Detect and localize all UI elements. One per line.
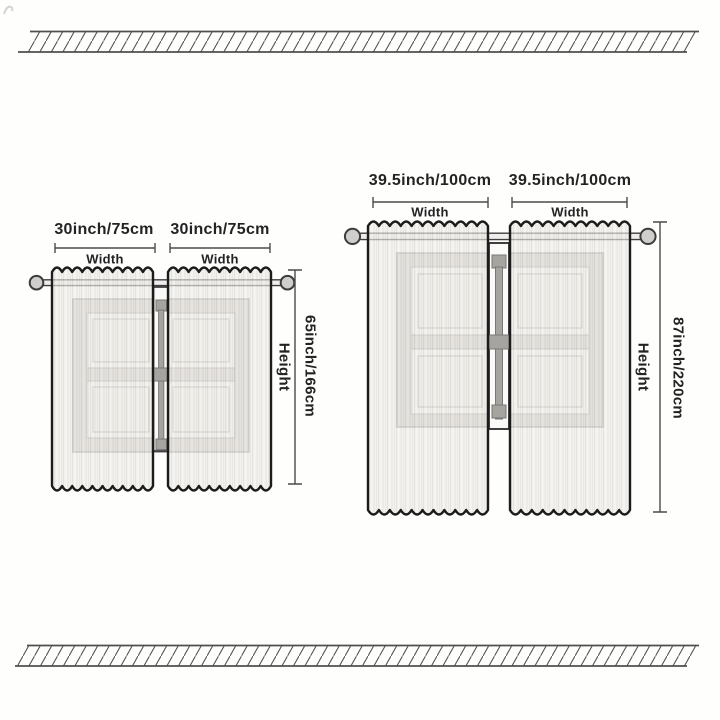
left-curtain-set [30,243,302,491]
left-panel2-width-label: Width [201,251,239,267]
right-panel1-width-value: 39.5inch/100cm [368,172,492,189]
left-panel2-width-value: 30inch/75cm [170,221,270,238]
top-hatch-bar [18,32,699,53]
right-curtain-set [345,197,667,515]
right-panel2-width-label: Width [551,204,589,220]
right-curtain-panel-1 [368,222,488,515]
left-rod-finial-right [281,276,295,290]
right-panel1-width-label: Width [411,204,449,220]
corner-mark [4,7,12,14]
left-curtain-panel-1 [52,268,153,491]
right-window-mullion [489,243,509,429]
right-height-label: Height [634,342,652,392]
right-rod-finial-left [345,229,360,244]
right-panel2-width-value: 39.5inch/100cm [508,172,632,189]
left-height-label: Height [275,342,293,392]
left-height-value: 65inch/166cm [301,315,319,417]
left-panel1-width-value: 30inch/75cm [54,221,154,238]
right-rod-finial-right [640,229,655,244]
left-rod-finial-left [30,276,44,290]
left-panel1-width-label: Width [86,251,124,267]
bottom-hatch-bar [15,646,699,667]
right-curtain-panel-2 [510,222,630,515]
left-window-mullion [154,287,169,451]
left-curtain-panel-2 [168,268,271,491]
right-height-measure [653,222,667,512]
right-height-value: 87inch/220cm [669,317,687,419]
